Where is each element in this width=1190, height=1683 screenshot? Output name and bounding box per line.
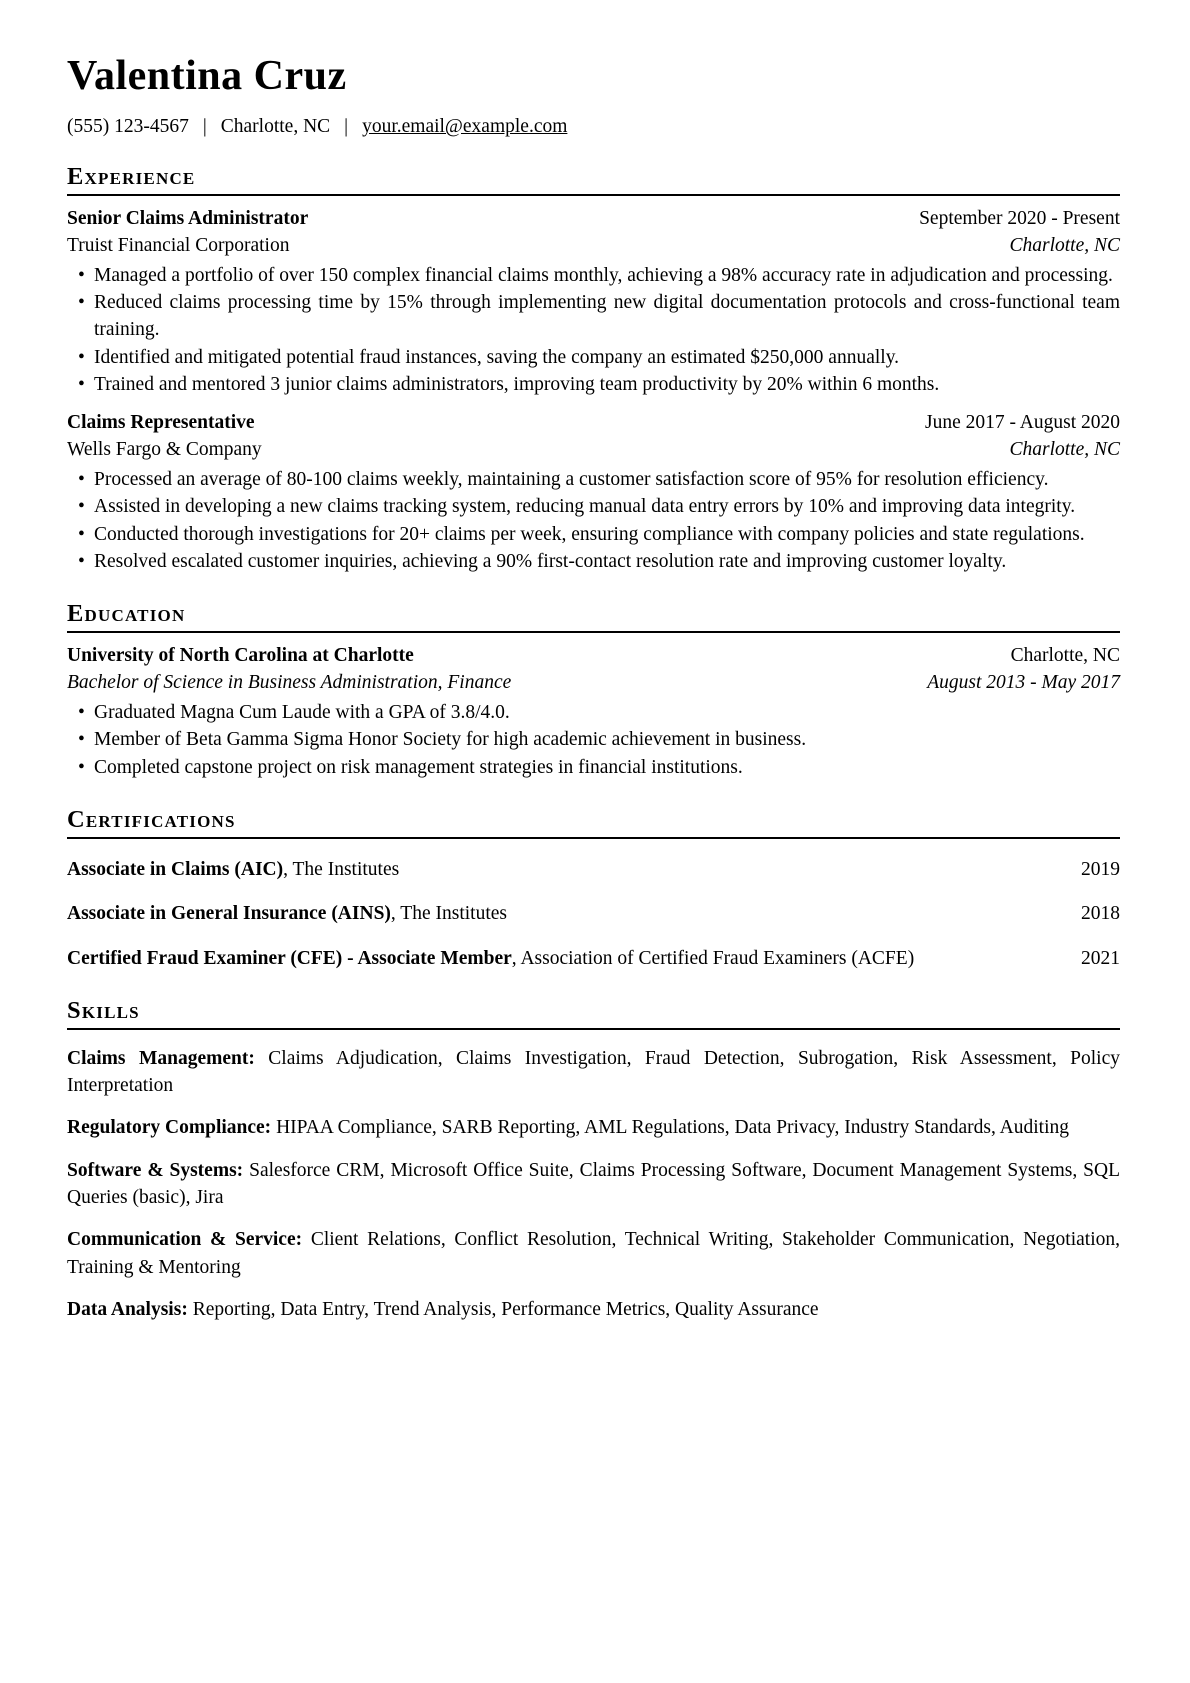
bullet-marker: •: [78, 729, 85, 751]
degree-name: Bachelor of Science in Business Administration, Finance: [67, 672, 512, 694]
certifications-section: [67, 806, 1120, 972]
skill-category: Regulatory Compliance:: [67, 1117, 272, 1139]
skill-list: Reporting, Data Entry, Trend Analysis, Performance Metrics, Quality Assurance: [192, 1298, 819, 1320]
separator: |: [202, 116, 207, 137]
skill-category: Claims Management:: [67, 1047, 255, 1069]
skill-category: Software & Systems:: [67, 1159, 244, 1181]
skill-list: Client Relations, Conflict Resolution, Technical Writing, Stakeholder Communication, Negotiation, Training & Mentoring: [67, 1229, 1121, 1278]
bullet-marker: •: [78, 264, 85, 286]
resume-header: [67, 52, 1120, 138]
company-name: Truist Financial Corporation: [67, 234, 290, 256]
job-bullets: [67, 262, 1120, 398]
location-text: Charlotte, NC: [220, 116, 331, 137]
job-dates: September 2020 - Present: [919, 208, 1120, 229]
bullet-text: Reduced claims processing time by 15% through implementing new digital documentation protocols and cross-functional team training.: [94, 292, 1120, 341]
degree-row: [67, 670, 1120, 697]
experience-section: [67, 163, 1120, 575]
job-location: Charlotte, NC: [1009, 234, 1120, 256]
education-entry: [67, 643, 1120, 781]
job-title-row: [67, 206, 1120, 233]
bullet-item: [67, 466, 1120, 493]
contact-line: [67, 116, 1120, 138]
bullet-text: Resolved escalated customer inquiries, achieving a 90% first-contact resolution rate and improving customer loyalty.: [94, 551, 1007, 572]
job-company-row: [67, 233, 1120, 260]
school-location: Charlotte, NC: [1010, 645, 1120, 667]
company-name: Wells Fargo & Company: [67, 439, 262, 461]
bullet-text: Completed capstone project on risk management strategies in financial institutions.: [94, 756, 743, 778]
certification-year: 2019: [1081, 859, 1120, 880]
skills-heading: Skills: [67, 997, 1120, 1030]
bullet-marker: •: [78, 551, 85, 572]
bullet-marker: •: [78, 374, 85, 395]
education-dates: August 2013 - May 2017: [927, 672, 1120, 694]
job-location: Charlotte, NC: [1009, 439, 1120, 461]
bullet-text: Managed a portfolio of over 150 complex financial claims monthly, achieving a 98% accuracy rate in adjudication and processing.: [94, 264, 1113, 286]
job-company-row: [67, 437, 1120, 464]
bullet-item: [67, 289, 1120, 344]
bullet-item: [67, 548, 1120, 575]
skill-line: [67, 1114, 1120, 1141]
bullet-marker: •: [78, 756, 85, 778]
bullet-text: Graduated Magna Cum Laude with a GPA of 3.8/4.0.: [94, 702, 510, 724]
job-title: Senior Claims Administrator: [67, 208, 309, 229]
certification-issuer: , Association of Certified Fraud Examiners (ACFE): [511, 947, 915, 969]
certification-issuer: , The Institutes: [283, 859, 400, 880]
separator: |: [344, 116, 349, 137]
certification-text: [67, 856, 1071, 883]
bullet-item: [67, 726, 1120, 753]
certification-title: Certified Fraud Examiner (CFE) - Associate Member: [67, 947, 512, 969]
job-dates: June 2017 - August 2020: [925, 412, 1120, 434]
bullet-marker: •: [78, 523, 85, 545]
certification-year: 2018: [1081, 903, 1120, 925]
bullet-text: Trained and mentored 3 junior claims administrators, improving team productivity by 20% within 6 months.: [94, 374, 940, 395]
skill-line: [67, 1296, 1120, 1323]
person-name: Valentina Cruz: [67, 53, 347, 99]
bullet-item: [67, 521, 1120, 548]
job-entry: [67, 410, 1120, 575]
certifications-heading: Certifications: [67, 806, 1120, 839]
education-bullets: [67, 699, 1120, 781]
experience-heading: Experience: [67, 163, 1120, 196]
bullet-marker: •: [78, 292, 85, 314]
job-entry: [67, 206, 1120, 398]
education-section: [67, 600, 1120, 781]
skill-line: [67, 1045, 1120, 1100]
bullet-text: Identified and mitigated potential fraud instances, saving the company an estimated $250,000 annually.: [94, 346, 900, 368]
phone-number: (555) 123-4567: [67, 116, 189, 137]
skill-line: [67, 1226, 1120, 1281]
certification-year: 2021: [1081, 947, 1120, 969]
bullet-marker: •: [78, 469, 85, 491]
certification-item: [67, 900, 1120, 927]
certification-title: Associate in General Insurance (AINS): [67, 903, 391, 925]
bullet-item: [67, 371, 1120, 398]
bullet-item: [67, 699, 1120, 726]
bullet-marker: •: [78, 496, 85, 518]
skill-category: Data Analysis:: [67, 1298, 188, 1320]
bullet-item: [67, 754, 1120, 781]
job-bullets: [67, 466, 1120, 575]
skill-list: HIPAA Compliance, SARB Reporting, AML Regulations, Data Privacy, Industry Standards, Auditing: [276, 1117, 1070, 1139]
skills-section: [67, 997, 1120, 1323]
education-heading: Education: [67, 600, 1120, 633]
certification-item: [67, 856, 1120, 883]
school-row: [67, 643, 1120, 670]
bullet-marker: •: [78, 346, 85, 368]
bullet-text: Assisted in developing a new claims tracking system, reducing manual data entry errors by 10% and improving data integrity.: [94, 496, 1076, 518]
bullet-marker: •: [78, 702, 85, 724]
skill-category: Communication & Service:: [67, 1229, 303, 1251]
bullet-item: [67, 493, 1120, 520]
certification-item: [67, 945, 1120, 972]
certification-title: Associate in Claims (AIC): [67, 859, 284, 880]
bullet-text: Member of Beta Gamma Sigma Honor Society for high academic achievement in business.: [94, 729, 807, 751]
certification-issuer: , The Institutes: [390, 903, 507, 925]
bullet-text: Conducted thorough investigations for 20+ claims per week, ensuring compliance with company policies and state regulations.: [94, 523, 1085, 545]
email-link[interactable]: your.email@example.com: [362, 116, 568, 137]
job-title-row: [67, 410, 1120, 437]
bullet-text: Processed an average of 80-100 claims weekly, maintaining a customer satisfaction score of 95% for resolution efficiency.: [94, 469, 1049, 491]
skill-list: Claims Adjudication, Claims Investigation, Fraud Detection, Subrogation, Risk Assessment, Policy Interpretation: [67, 1047, 1120, 1097]
certification-text: [67, 945, 1071, 972]
bullet-item: [67, 262, 1120, 289]
skill-line: [67, 1157, 1120, 1212]
job-title: Claims Representative: [67, 412, 255, 434]
skill-list: Salesforce CRM, Microsoft Office Suite, Claims Processing Software, Document Management Systems, SQL Queries (basic), Jira: [67, 1159, 1121, 1209]
certification-text: [67, 900, 1071, 927]
bullet-item: [67, 344, 1120, 371]
school-name: University of North Carolina at Charlotte: [67, 645, 414, 667]
